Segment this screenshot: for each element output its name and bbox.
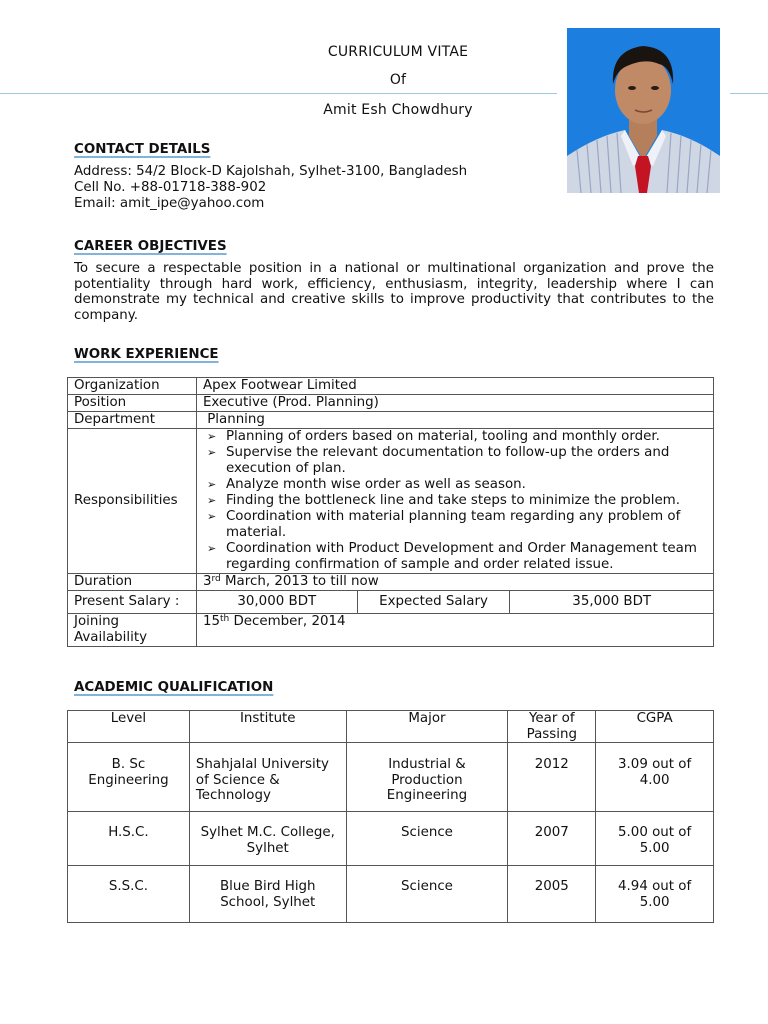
- duration-label: Duration: [68, 574, 197, 591]
- col-header-major: Major: [346, 711, 508, 743]
- career-text: To secure a respectable position in a national or multinational organization and prove the potentiality through hard work, efficiency, enthusiasm, integrity, leadership where I can demonstrate my technical and creative skills to improve productivity that contributes to the company.: [74, 261, 714, 323]
- table-row: [68, 614, 714, 647]
- profile-photo: [567, 28, 720, 193]
- col-header-cgpa: CGPA: [596, 711, 714, 743]
- cell-year: 2005: [508, 866, 596, 923]
- arrow-bullet-icon: ➢: [206, 542, 217, 555]
- cell-institute: Shahjalal University of Science & Technology: [189, 743, 346, 812]
- table-header-row: [68, 711, 714, 743]
- arrow-bullet-icon: ➢: [206, 494, 217, 507]
- work-heading: WORK EXPERIENCE: [74, 347, 219, 362]
- header-rule-right: [730, 93, 768, 94]
- table-row: [68, 429, 714, 574]
- duration-value: [196, 574, 713, 591]
- contact-heading: CONTACT DETAILS: [74, 142, 211, 157]
- department-label: Department: [68, 412, 197, 429]
- cell-level: H.S.C.: [68, 812, 190, 866]
- duration-suffix: rd: [211, 574, 221, 584]
- cell-year: 2007: [508, 812, 596, 866]
- cell-major: Industrial & Production Engineering: [346, 743, 508, 812]
- header-rule-left: [0, 93, 557, 94]
- table-row: [68, 395, 714, 412]
- table-row: [68, 412, 714, 429]
- responsibility-text: Analyze month wise order as well as season.: [225, 477, 526, 492]
- present-salary-label: Present Salary :: [68, 591, 197, 614]
- table-row: [68, 591, 714, 614]
- list-item: [203, 509, 707, 541]
- cell-institute: Sylhet M.C. College, Sylhet: [189, 812, 346, 866]
- contact-cell: Cell No. +88-01718-388-902: [74, 180, 267, 195]
- cell-cgpa: 3.09 out of 4.00: [596, 743, 714, 812]
- cell-institute: Blue Bird High School, Sylhet: [189, 866, 346, 923]
- career-heading: CAREER OBJECTIVES: [74, 239, 227, 254]
- cell-major: Science: [346, 866, 508, 923]
- responsibility-text: Coordination with material planning team regarding any problem of material.: [225, 509, 681, 540]
- present-salary-value: 30,000 BDT: [196, 591, 357, 614]
- expected-salary-label: Expected Salary: [357, 591, 510, 614]
- cell-cgpa: 4.94 out of 5.00: [596, 866, 714, 923]
- list-item: [203, 541, 707, 573]
- responsibility-text: Finding the bottleneck line and take steps to minimize the problem.: [225, 493, 680, 508]
- org-label: Organization: [68, 378, 197, 395]
- col-header-level: Level: [68, 711, 190, 743]
- joining-value: [196, 614, 713, 647]
- table-row: [68, 866, 714, 923]
- contact-address: Address: 54/2 Block-D Kajolshah, Sylhet-3100, Bangladesh: [74, 164, 468, 179]
- cell-level: S.S.C.: [68, 866, 190, 923]
- responsibility-text: Supervise the relevant documentation to follow-up the orders and execution of plan.: [225, 445, 670, 476]
- duration-day: 3: [202, 574, 212, 589]
- list-item: [203, 493, 707, 509]
- duration-rest: March, 2013 to till now: [220, 574, 379, 589]
- arrow-bullet-icon: ➢: [206, 478, 217, 491]
- academic-heading: ACADEMIC QUALIFICATION: [74, 680, 274, 695]
- responsibilities-label-text: Responsibilities: [74, 493, 178, 508]
- responsibilities-label: [68, 429, 197, 574]
- cv-of: Of: [389, 72, 407, 88]
- position-value: Executive (Prod. Planning): [196, 395, 713, 412]
- responsibilities-cell: [196, 429, 713, 574]
- cell-year: 2012: [508, 743, 596, 812]
- joining-label: Joining Availability: [68, 614, 197, 647]
- cv-title: CURRICULUM VITAE: [327, 44, 469, 60]
- contact-email: Email: amit_ipe@yahoo.com: [74, 196, 265, 211]
- table-row: [68, 812, 714, 866]
- responsibility-text: Planning of orders based on material, tooling and monthly order.: [225, 429, 660, 444]
- position-label: Position: [68, 395, 197, 412]
- col-header-institute: Institute: [189, 711, 346, 743]
- table-row: [68, 743, 714, 812]
- work-experience-table: [67, 377, 714, 647]
- col-header-year: Year of Passing: [508, 711, 596, 743]
- cell-cgpa: 5.00 out of 5.00: [596, 812, 714, 866]
- list-item: [203, 429, 707, 445]
- list-item: [203, 445, 707, 477]
- table-row: [68, 378, 714, 395]
- cell-level: B. Sc Engineering: [68, 743, 190, 812]
- org-value: Apex Footwear Limited: [196, 378, 713, 395]
- cell-major: Science: [346, 812, 508, 866]
- joining-suffix: th: [220, 614, 230, 624]
- joining-day: 15: [202, 614, 220, 629]
- arrow-bullet-icon: ➢: [206, 510, 217, 523]
- joining-rest: December, 2014: [229, 614, 346, 629]
- responsibility-text: Coordination with Product Development and Order Management team regarding confirmation of sample and order related issue.: [225, 541, 697, 572]
- list-item: [203, 477, 707, 493]
- table-row: [68, 574, 714, 591]
- arrow-bullet-icon: ➢: [206, 446, 217, 459]
- candidate-name: Amit Esh Chowdhury: [323, 102, 473, 118]
- department-value: Planning: [196, 412, 713, 429]
- expected-salary-value: 35,000 BDT: [510, 591, 714, 614]
- responsibilities-list: [203, 429, 707, 573]
- academic-table: [67, 710, 714, 923]
- arrow-bullet-icon: ➢: [206, 430, 217, 443]
